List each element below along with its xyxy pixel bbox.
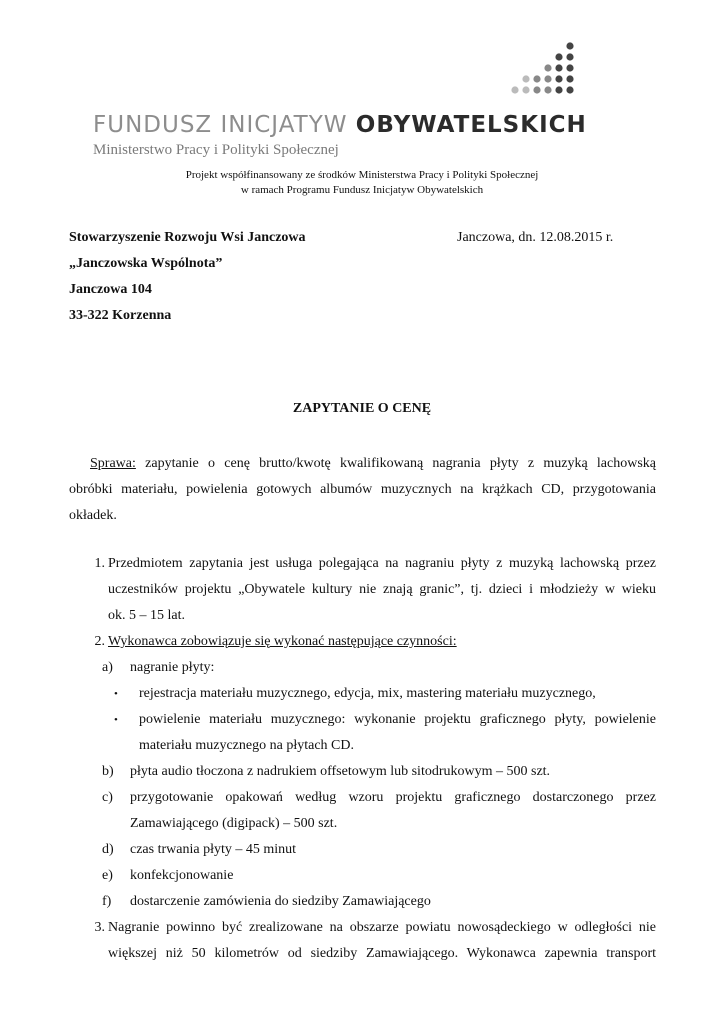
item1-line1: Przedmiotem zapytania jest usługa polegająca na nagraniu płyty z muzyką lachowską przez <box>108 556 656 571</box>
logo-dot <box>544 64 551 71</box>
logo-dot <box>522 86 529 93</box>
subitem-f-label: f) <box>102 894 112 909</box>
item3-line1: Nagranie powinno być zrealizowane na obszarze powiatu nowosądeckiego w odległości nie <box>108 920 656 935</box>
logo-text-bold: OBYWATELSKICH <box>355 112 587 138</box>
subject-label: Sprawa: <box>90 456 136 471</box>
bullet-icon: • <box>114 688 118 700</box>
bullet1-text: rejestracja materiału muzycznego, edycja, mix, mastering materiału muzycznego, <box>139 686 596 701</box>
logo-dot <box>555 53 562 60</box>
subitem-e-label: e) <box>102 868 113 883</box>
sender-postcode: 33-322 Korzenna <box>69 308 172 323</box>
subitem-d-label: d) <box>102 842 114 857</box>
subitem-c-line1: przygotowanie opakowań według wzoru projektu graficznego dostarczonego przez <box>130 790 656 805</box>
ministry-name: Ministerstwo Pracy i Polityki Społecznej <box>93 142 339 158</box>
project-funding-line1: Projekt współfinansowany ze środków Ministerstwa Pracy i Polityki Społecznej <box>185 169 539 181</box>
subitem-b-text: płyta audio tłoczona z nadrukiem offsetowym lub sitodrukowym – 500 szt. <box>130 764 551 779</box>
bullet-icon: • <box>114 714 118 726</box>
item1-line2: uczestników projektu „Obywatele kultury nie znają granic”, tj. dzieci i młodzieży w wieku <box>108 582 656 597</box>
subitem-a-label: a) <box>102 660 113 675</box>
subitem-c-label: c) <box>102 790 113 805</box>
subitem-c-line2: Zamawiającego (digipack) – 500 szt. <box>130 816 338 831</box>
item3-line2: większej niż 50 kilometrów od siedziby Zamawiającego. Wykonawca zapewnia transport <box>108 946 656 961</box>
letter-date: Janczowa, dn. 12.08.2015 r. <box>457 230 614 245</box>
logo-dot <box>522 75 529 82</box>
subitem-a-text: nagranie płyty: <box>130 660 215 675</box>
logo-dot <box>566 86 573 93</box>
subject-line2: obróbki materiału, powielenia gotowych albumów muzycznych na krążkach CD, przygotowania <box>69 482 656 497</box>
logo-fio <box>93 112 587 138</box>
subject-line1 <box>69 451 656 477</box>
item-number-1: 1. <box>94 556 105 571</box>
logo-dot <box>566 64 573 71</box>
logo-dot <box>511 86 518 93</box>
logo-dots-graphic <box>505 38 585 108</box>
logo-dot <box>555 64 562 71</box>
item1-line3: ok. 5 – 15 lat. <box>108 608 185 623</box>
subitem-e-text: konfekcjonowanie <box>130 868 234 883</box>
bullet2-line2: materiału muzycznego na płytach CD. <box>139 738 354 753</box>
item2-text: Wykonawca zobowiązuje się wykonać następujące czynności: <box>108 634 457 649</box>
sender-name: Stowarzyszenie Rozwoju Wsi Janczowa <box>69 230 306 245</box>
sender-subname: „Janczowska Wspólnota” <box>69 256 223 271</box>
subitem-d-text: czas trwania płyty – 45 minut <box>130 842 297 857</box>
logo-dot <box>533 75 540 82</box>
logo-dot <box>544 86 551 93</box>
subitem-b-label: b) <box>102 764 114 779</box>
logo-dot <box>544 75 551 82</box>
logo-dot <box>566 75 573 82</box>
sender-street: Janczowa 104 <box>69 282 152 297</box>
bullet2-line1: powielenie materiału muzycznego: wykonanie projektu graficznego płyty, powielenie <box>139 712 656 727</box>
project-funding-line2: w ramach Programu Fundusz Inicjatyw Obywatelskich <box>240 184 484 196</box>
subject-line3: okładek. <box>69 508 117 523</box>
logo-text-light: FUNDUSZ INICJATYW <box>93 112 356 138</box>
document-title: ZAPYTANIE O CENĘ <box>292 401 432 416</box>
logo-dot <box>566 53 573 60</box>
subitem-f-text: dostarczenie zamówienia do siedziby Zamawiającego <box>130 894 431 909</box>
logo-dot <box>566 42 573 49</box>
logo-dot <box>555 86 562 93</box>
subject-line1-text: zapytanie o cenę brutto/kwotę kwalifikowaną nagrania płyty z muzyką lachowską <box>135 456 656 471</box>
item-number-3: 3. <box>94 920 105 935</box>
item-number-2: 2. <box>94 634 105 649</box>
logo-dot <box>533 86 540 93</box>
subject-paragraph <box>69 451 656 529</box>
logo-dot <box>555 75 562 82</box>
